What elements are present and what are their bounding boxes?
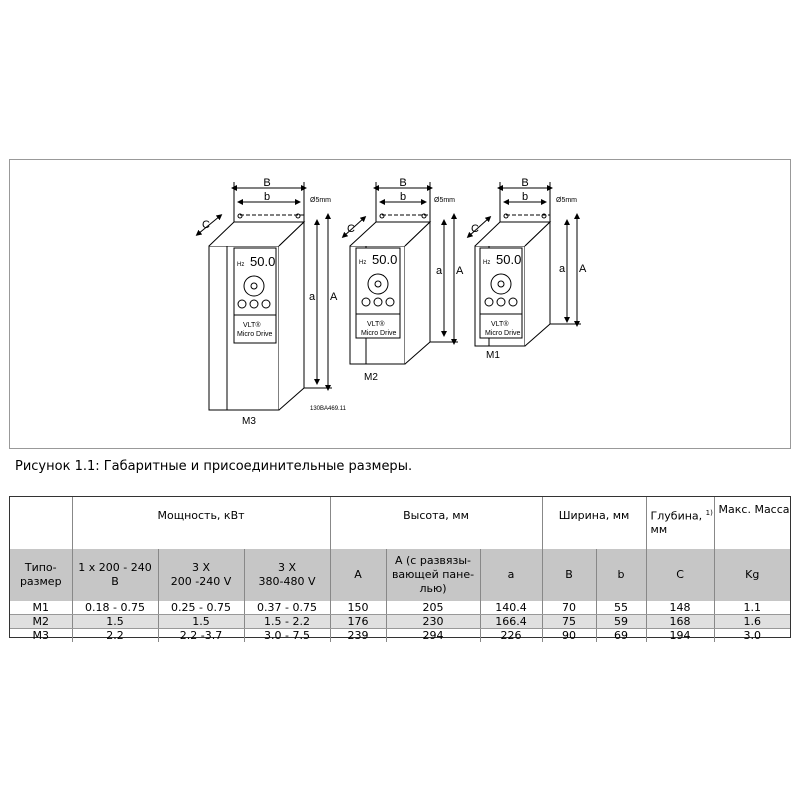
cell: 69	[596, 629, 646, 643]
cell: M3	[32, 629, 49, 642]
col-type-l2: размер	[19, 575, 62, 588]
cell: 0.25 - 0.75	[158, 601, 244, 615]
col-type-l1: Типо-	[24, 561, 57, 574]
cell: 55	[596, 601, 646, 615]
m1-product: Micro Drive	[485, 330, 521, 337]
m1-label: M1	[486, 350, 500, 361]
col-w-B: B	[542, 549, 596, 601]
cell: 194	[646, 629, 714, 643]
cell: 90	[542, 629, 596, 643]
drive-drawings-svg	[10, 160, 792, 450]
cell: 239	[330, 629, 386, 643]
m1-brand: VLT®	[491, 321, 509, 328]
cell: 3.0 - 7.5	[244, 629, 330, 643]
cell: 176	[330, 615, 386, 629]
col-h-A2-l2: вающей пане-	[391, 568, 475, 581]
depth-unit: мм	[650, 522, 668, 536]
m3-dim-a: a	[309, 291, 316, 303]
m3-label: M3	[242, 416, 256, 427]
col-p3-l1: 3 X	[277, 561, 297, 574]
col-h-a: a	[480, 549, 542, 601]
cell: 2.2	[72, 629, 158, 643]
cell: 75	[542, 615, 596, 629]
m2-dim-A: A	[456, 265, 464, 277]
col-type	[10, 549, 72, 601]
height-group-header: Высота, мм	[330, 497, 542, 549]
m3-brand: VLT®	[243, 322, 261, 329]
col-p2-l2: 200 -240 V	[170, 575, 232, 588]
drawing-code: 130BA469.11	[310, 406, 346, 412]
m3-product: Micro Drive	[237, 331, 273, 338]
col-p1-l2: В	[111, 575, 119, 588]
cell: 1.6	[714, 615, 790, 629]
m2-hole: Ø5mm	[434, 197, 455, 204]
cell: 166.4	[480, 615, 542, 629]
cell: 294	[386, 629, 480, 643]
m3-dim-b: b	[263, 191, 271, 203]
dimension-drawing	[9, 159, 791, 449]
cell: 1.5 - 2.2	[244, 615, 330, 629]
m2-display: 50.0	[372, 252, 398, 267]
m1-hole: Ø5mm	[556, 197, 577, 204]
col-h-A2-l3: лью)	[419, 582, 447, 595]
m2-product: Micro Drive	[361, 330, 397, 337]
cell: 59	[596, 615, 646, 629]
cell: 230	[386, 615, 480, 629]
cell: 1.5	[72, 615, 158, 629]
col-h-A2	[386, 549, 480, 601]
m2-display-prefix: Hz	[359, 260, 367, 266]
m3-display-prefix: Hz	[237, 262, 245, 268]
m3-dim-B: B	[263, 177, 271, 189]
cell: 0.37 - 0.75	[244, 601, 330, 615]
cell: 150	[330, 601, 386, 615]
mass-group-header: Макс. Масса	[714, 497, 790, 549]
col-p2	[158, 549, 244, 601]
m3-dim-A: A	[330, 291, 338, 303]
depth-footnote: 1)	[705, 509, 713, 517]
col-d-C: C	[646, 549, 714, 601]
cell: 226	[480, 629, 542, 643]
cell: 168	[646, 615, 714, 629]
cell: 1.1	[714, 601, 790, 615]
m1-dim-b: b	[521, 191, 529, 203]
table-row	[10, 615, 790, 629]
group-header-row	[10, 497, 790, 549]
col-p3-l2: 380-480 V	[258, 575, 316, 588]
cell: 140.4	[480, 601, 542, 615]
m3-dim-C: C	[202, 219, 210, 231]
cell: 1.5	[158, 615, 244, 629]
column-header-row	[10, 549, 790, 601]
power-group-header: Мощность, кВт	[72, 497, 330, 549]
table-row	[10, 601, 790, 615]
width-group-header: Ширина, мм	[542, 497, 646, 549]
m1-display-prefix: Hz	[483, 260, 491, 266]
m2-dim-a: a	[436, 265, 443, 277]
cell: 2.2 -3.7	[158, 629, 244, 643]
table-row	[10, 629, 790, 643]
m2-label: M2	[364, 372, 378, 383]
m2-brand: VLT®	[367, 321, 385, 328]
cell: 205	[386, 601, 480, 615]
col-p2-l1: 3 X	[191, 561, 211, 574]
m1-display: 50.0	[496, 252, 522, 267]
m2-dim-C: C	[347, 223, 355, 235]
col-p1-l1: 1 x 200 - 240	[78, 561, 152, 574]
cell: 148	[646, 601, 714, 615]
cell: 3.0	[714, 629, 790, 643]
cell: M1	[10, 601, 72, 615]
depth-group-header	[646, 497, 714, 549]
cell: 70	[542, 601, 596, 615]
dimensions-table	[9, 496, 791, 642]
cell: 0.18 - 0.75	[72, 601, 158, 615]
m2-dim-b: b	[399, 191, 407, 203]
col-m-kg: Kg	[714, 549, 790, 601]
col-p1	[72, 549, 158, 601]
depth-header-text: Глубина,	[650, 509, 703, 523]
m1-dim-B: B	[521, 177, 529, 189]
m1-dim-A: A	[579, 263, 587, 275]
col-h-A2-l1: A (с развязы-	[394, 554, 472, 567]
m2-dim-B: B	[399, 177, 407, 189]
m3-hole: Ø5mm	[310, 197, 331, 204]
cell: M2	[10, 615, 72, 629]
m3-display: 50.0	[250, 254, 276, 269]
col-p3	[244, 549, 330, 601]
m1-dim-C: C	[471, 223, 479, 235]
m1-dim-a: a	[559, 263, 566, 275]
figure-caption: Рисунок 1.1: Габаритные и присоединительные размеры.	[15, 459, 413, 474]
col-h-A: A	[330, 549, 386, 601]
col-w-b: b	[596, 549, 646, 601]
